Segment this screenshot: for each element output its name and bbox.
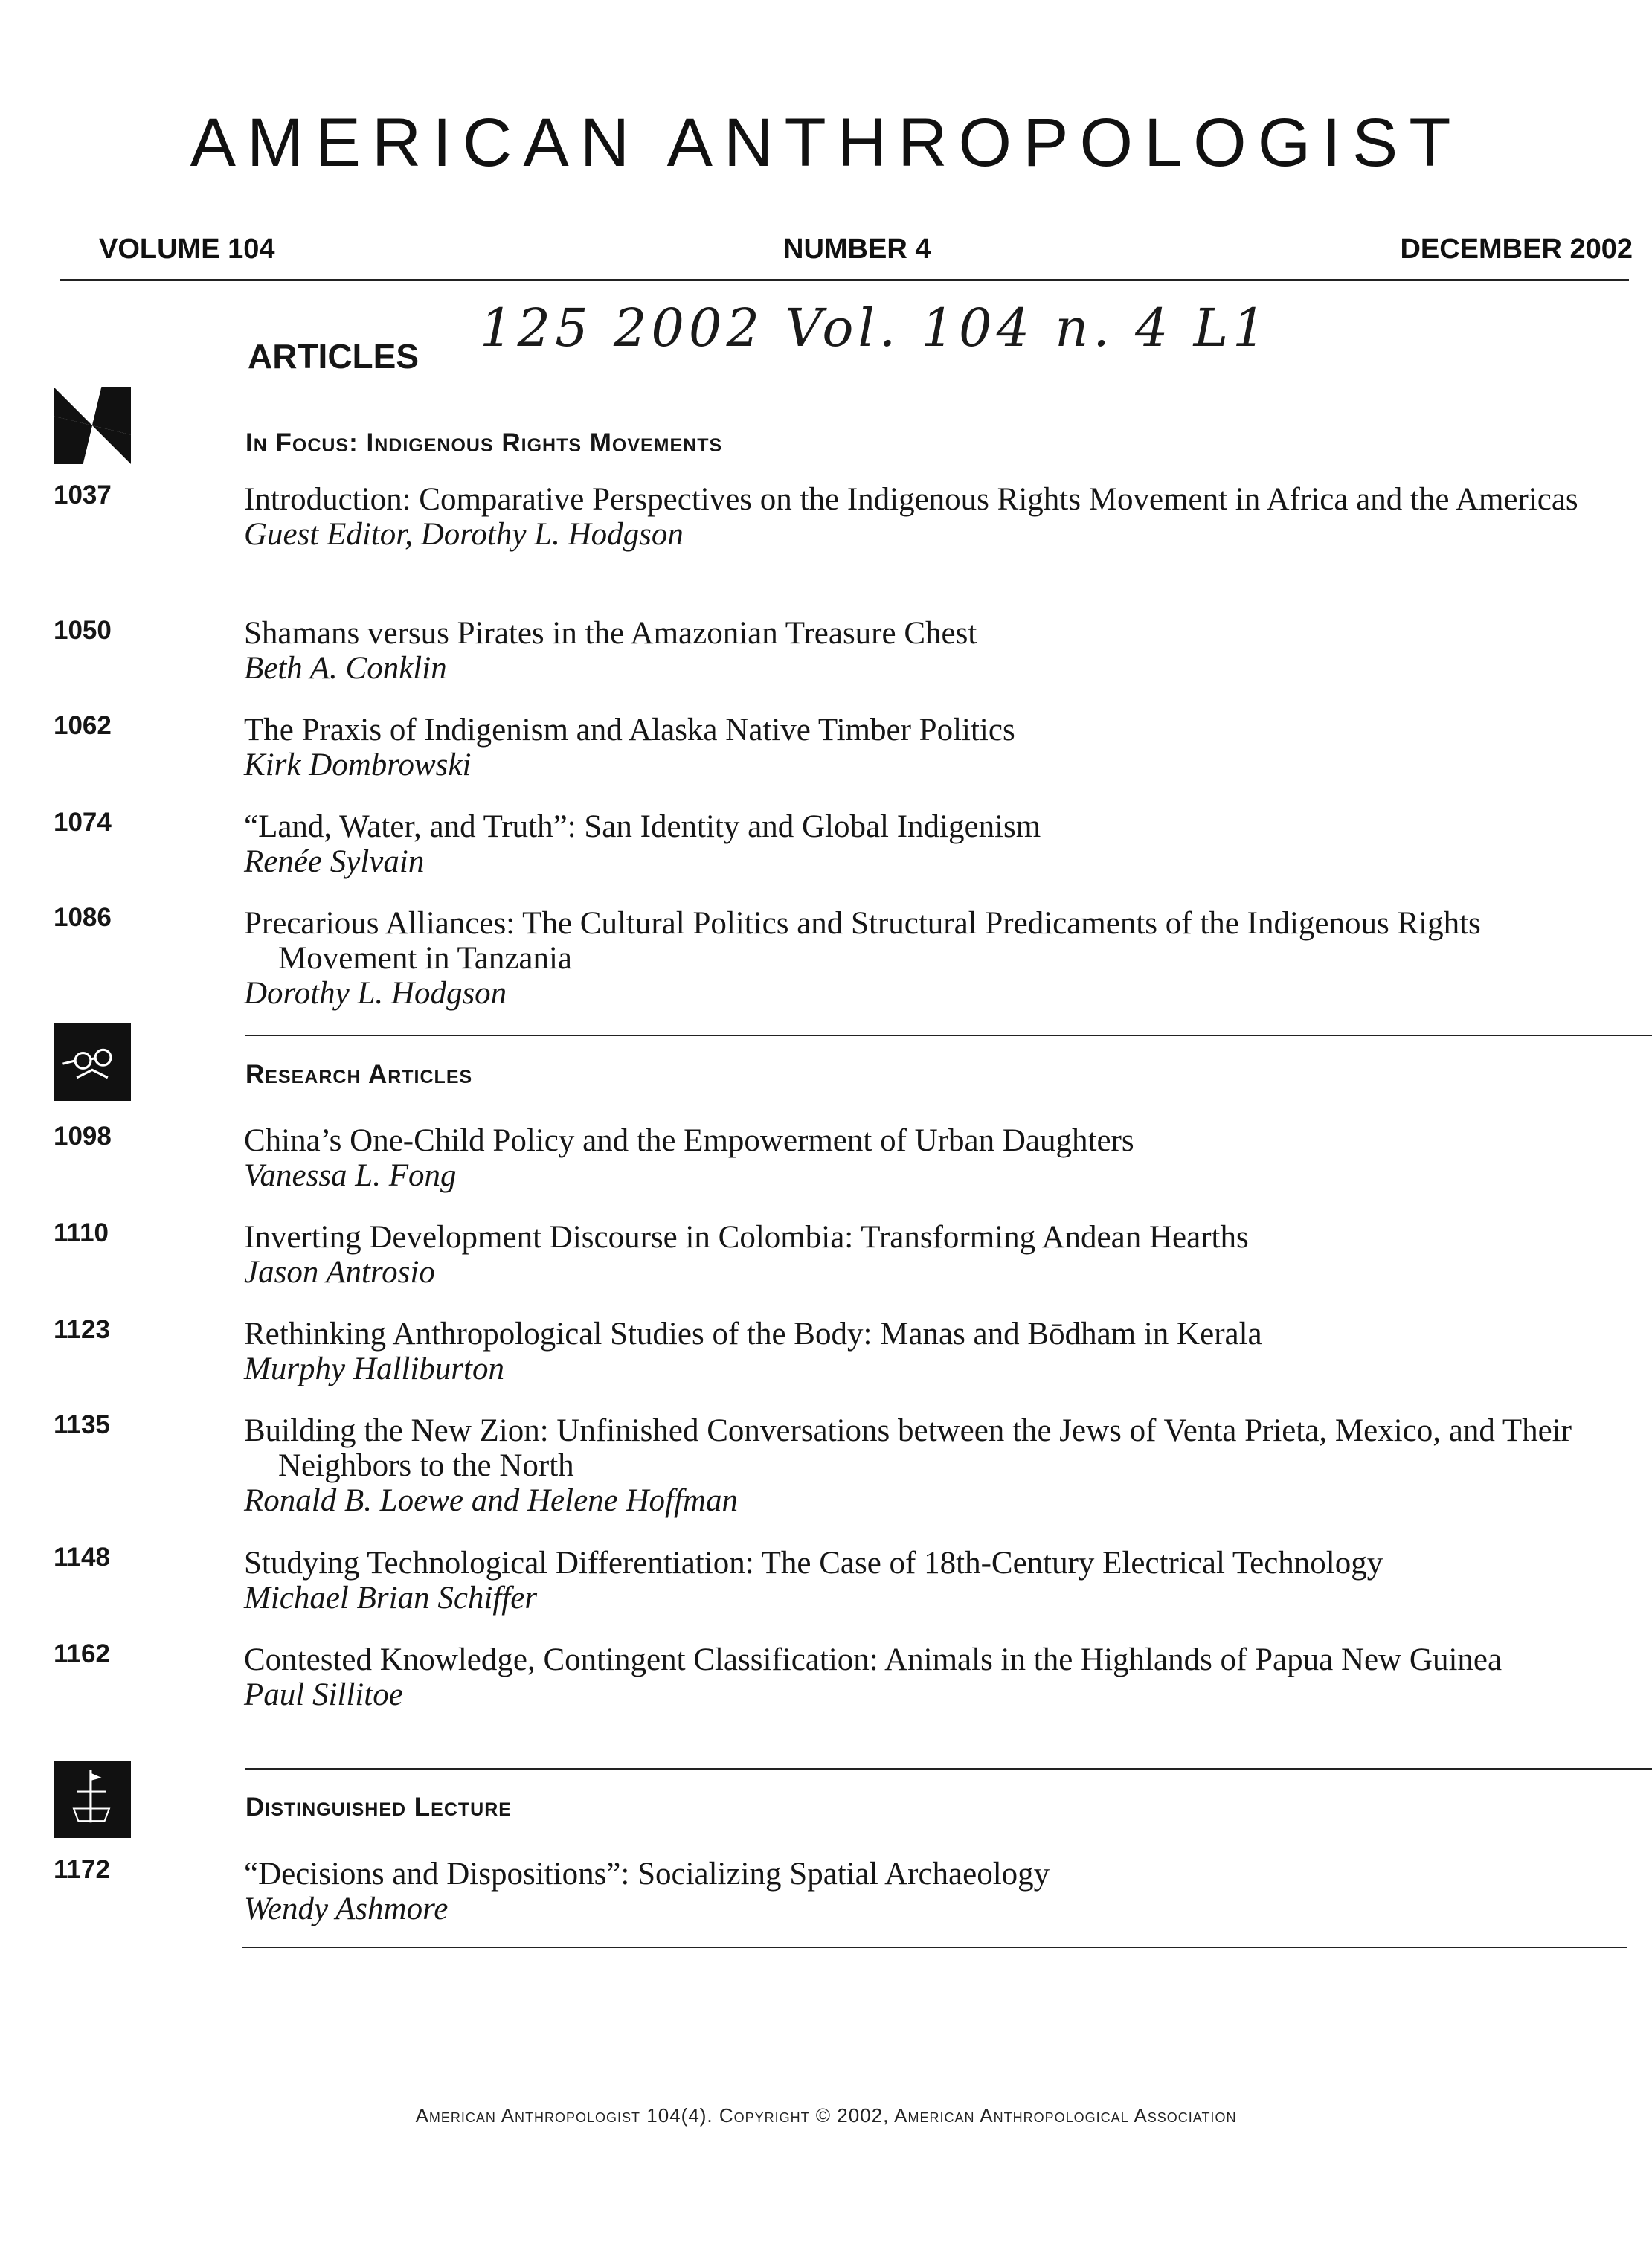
article-author: Wendy Ashmore [244, 1892, 449, 1926]
volume-label: VOLUME 104 [99, 234, 275, 265]
page-number: 1110 [54, 1218, 109, 1247]
toc-entry [244, 1317, 1620, 1386]
toc-entry [244, 713, 1620, 782]
article-title: “Decisions and Dispositions”: Socializing Spatial Archaeology [244, 1857, 1050, 1892]
article-title: Building the New Zion: Unfinished Conversations between the Jews of Venta Prieta, Mexico, and Their Neighbors to the North [244, 1413, 1572, 1483]
page-number: 1135 [54, 1410, 110, 1439]
page-number: 1074 [54, 808, 112, 837]
page-number: 1037 [54, 481, 112, 510]
article-title: Precarious Alliances: The Cultural Politics and Structural Predicaments of the Indigenous Rights Movement in Tanzania [244, 906, 1481, 976]
page-number: 1172 [54, 1855, 110, 1884]
article-author: Guest Editor, Dorothy L. Hodgson [244, 517, 684, 552]
section-heading-in-focus: In Focus: Indigenous Rights Movements [245, 428, 723, 457]
article-title: Studying Technological Differentiation: The Case of 18th-Century Electrical Technology [244, 1546, 1383, 1581]
toc-entry [244, 809, 1620, 879]
article-title: Contested Knowledge, Contingent Classification: Animals in the Highlands of Papua New Guinea [244, 1642, 1502, 1677]
article-author: Beth A. Conklin [244, 651, 447, 686]
eyeglasses-icon [54, 1023, 131, 1101]
article-title: The Praxis of Indigenism and Alaska Native Timber Politics [244, 713, 1015, 748]
toc-entry [244, 1857, 1620, 1926]
ship-icon [54, 1761, 131, 1838]
issue-date: DECEMBER 2002 [1400, 234, 1633, 265]
article-author: Kirk Dombrowski [244, 748, 472, 782]
toc-entry [244, 1123, 1620, 1193]
article-author: Ronald B. Loewe and Helene Hoffman [244, 1483, 739, 1518]
article-author: Renée Sylvain [244, 844, 425, 879]
handwritten-note: 125 2002 Vol. 104 n. 4 L1 [480, 298, 1270, 359]
toc-entry [244, 1642, 1620, 1712]
page-number: 1162 [54, 1639, 110, 1668]
article-author: Jason Antrosio [244, 1255, 435, 1290]
header-rule [60, 279, 1629, 281]
article-author: Murphy Halliburton [244, 1352, 504, 1386]
page-number: 1098 [54, 1122, 112, 1151]
page-number: 1123 [54, 1315, 110, 1344]
toc-entry [244, 906, 1620, 1011]
article-title: “Land, Water, and Truth”: San Identity and Global Indigenism [244, 809, 1041, 844]
section-heading-research-articles: Research Articles [245, 1060, 473, 1089]
page-number: 1050 [54, 616, 112, 645]
journal-title: AMERICAN ANTHROPOLOGIST [190, 105, 1462, 181]
toc-entry [244, 482, 1620, 552]
page-number: 1086 [54, 903, 112, 932]
page-number: 1148 [54, 1543, 110, 1572]
copyright-footer: American Anthropologist 104(4). Copyright © 2002, American Anthropological Association [415, 2104, 1237, 2127]
page-number: 1062 [54, 711, 112, 740]
section-heading-distinguished-lecture: Distinguished Lecture [245, 1793, 512, 1822]
article-author: Michael Brian Schiffer [244, 1581, 538, 1616]
closing-rule [242, 1947, 1627, 1948]
article-title: China’s One-Child Policy and the Empowerment of Urban Daughters [244, 1123, 1134, 1158]
toc-entry [244, 1413, 1620, 1518]
toc-entry [244, 616, 1620, 686]
article-title: Rethinking Anthropological Studies of the Body: Manas and Bōdham in Kerala [244, 1317, 1262, 1352]
article-author: Paul Sillitoe [244, 1677, 403, 1712]
article-title: Shamans versus Pirates in the Amazonian Treasure Chest [244, 616, 977, 651]
toc-entry [244, 1220, 1620, 1290]
articles-heading: ARTICLES [248, 337, 419, 376]
issue-number: NUMBER 4 [783, 234, 931, 265]
article-title: Inverting Development Discourse in Colombia: Transforming Andean Hearths [244, 1220, 1249, 1255]
article-author: Dorothy L. Hodgson [244, 976, 507, 1011]
article-author: Vanessa L. Fong [244, 1158, 457, 1193]
pinwheel-icon [54, 387, 131, 464]
section-rule [245, 1035, 1652, 1036]
toc-entry [244, 1546, 1620, 1616]
section-rule [245, 1768, 1652, 1770]
article-title: Introduction: Comparative Perspectives on the Indigenous Rights Movement in Africa and the Americas [244, 482, 1578, 517]
